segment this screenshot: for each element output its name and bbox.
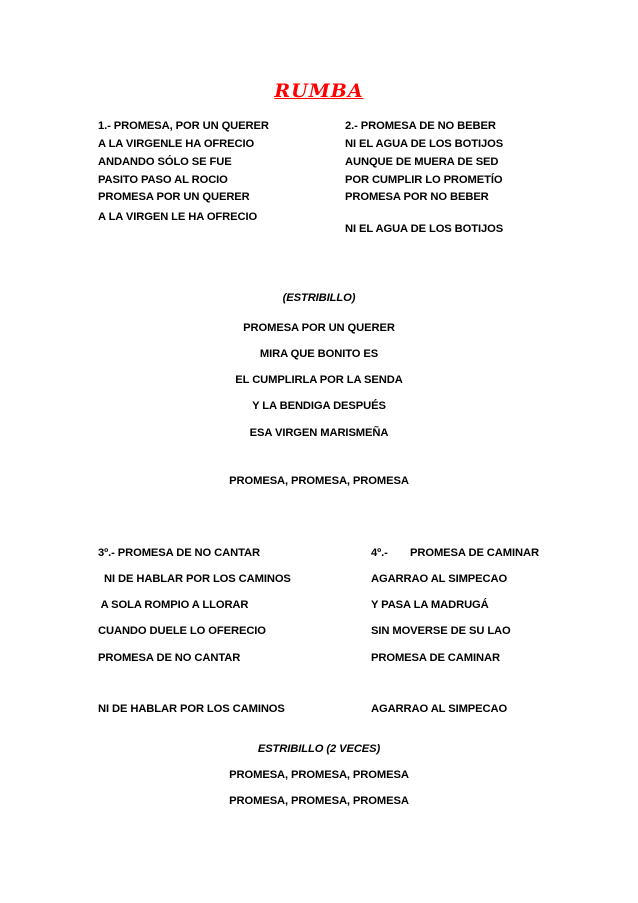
verse1-line: A LA VIRGENLE HA OFRECIO <box>98 138 255 150</box>
verse3-line: NI DE HABLAR POR LOS CAMINOS <box>98 573 291 585</box>
chorus-refrain: PROMESA, PROMESA, PROMESA <box>229 475 409 487</box>
verse4-line: SIN MOVERSE DE SU LAO <box>371 625 511 637</box>
verse3-line: CUANDO DUELE LO OFERECIO <box>98 625 266 637</box>
verse4-line: PROMESA DE CAMINAR <box>371 652 500 664</box>
verse2-line: NI EL AGUA DE LOS BOTIJOS <box>345 223 504 235</box>
song-title: RUMBA <box>274 80 364 102</box>
verse1-line: A LA VIRGEN LE HA OFRECIO <box>98 211 258 223</box>
chorus-line: EL CUMPLIRLA POR LA SENDA <box>235 374 403 386</box>
verse4-line: PROMESA DE CAMINAR <box>410 547 539 559</box>
verse2-line: 2.- PROMESA DE NO BEBER <box>345 120 496 132</box>
verse3-line: A SOLA ROMPIO A LLORAR <box>98 599 249 611</box>
chorus-line: MIRA QUE BONITO ES <box>259 348 379 360</box>
verse4-line: AGARRAO AL SIMPECAO <box>371 573 508 585</box>
verse4-line: AGARRAO AL SIMPECAO <box>371 703 508 715</box>
chorus-line: ESA VIRGEN MARISMEÑA <box>249 427 389 439</box>
chorus-line: Y LA BENDIGA DESPUÉS <box>252 400 386 412</box>
verse2-line: NI EL AGUA DE LOS BOTIJOS <box>345 138 504 150</box>
verse2-line: AUNQUE DE MUERA DE SED <box>345 156 499 168</box>
final-chorus-line: PROMESA, PROMESA, PROMESA <box>229 769 409 781</box>
verse1-line: ANDANDO SÓLO SE FUE <box>98 156 232 168</box>
chorus-heading: (ESTRIBILLO) <box>282 292 356 304</box>
final-chorus-line: PROMESA, PROMESA, PROMESA <box>229 795 409 807</box>
verse4-line: Y PASA LA MADRUGÁ <box>371 599 489 611</box>
verse1-line: PASITO PASO AL ROCIO <box>98 174 228 186</box>
verse2-line: PROMESA POR NO BEBER <box>345 191 489 203</box>
verse1-line: PROMESA POR UN QUERER <box>98 191 250 203</box>
verse3-line: PROMESA DE NO CANTAR <box>98 652 241 664</box>
verse2-line: POR CUMPLIR LO PROMETÍO <box>345 174 503 186</box>
verse3-line: 3º.- PROMESA DE NO CANTAR <box>98 547 260 559</box>
chorus-line: PROMESA POR UN QUERER <box>243 322 395 334</box>
final-chorus-heading: ESTRIBILLO (2 VECES) <box>257 743 381 755</box>
verse1-line: 1.- PROMESA, POR UN QUERER <box>98 120 269 132</box>
verse3-line: NI DE HABLAR POR LOS CAMINOS <box>98 703 285 715</box>
verse4-number: 4º.- <box>371 547 388 559</box>
